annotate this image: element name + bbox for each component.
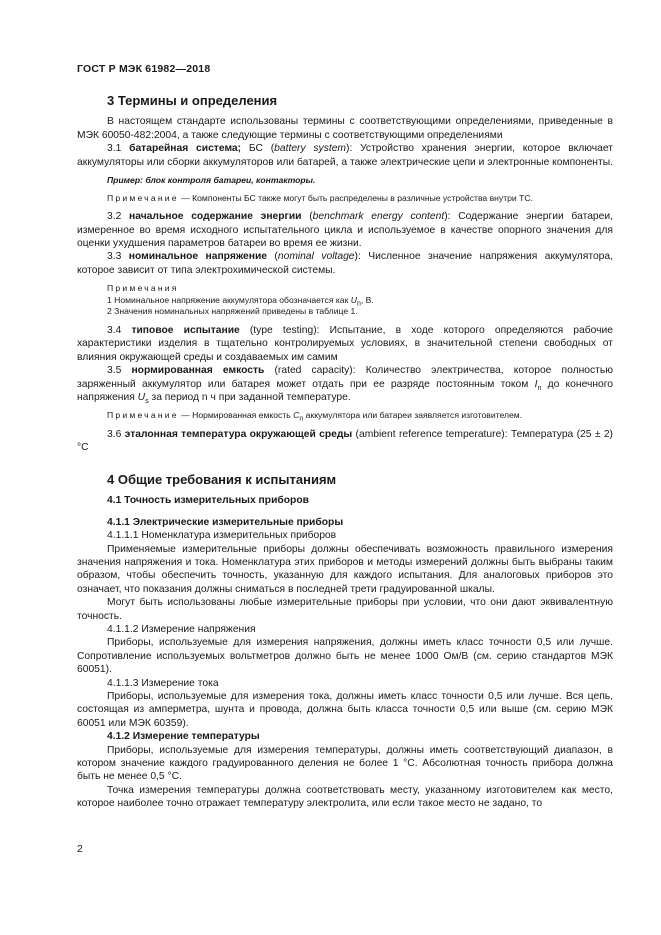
- page-content: [77, 90, 613, 811]
- note-3-1: Примечание — Компоненты БС также могут быть распределены в различные устройства внутри ТС.: [107, 192, 533, 203]
- term-3-5: 3.5 нормированная емкость (rated capacity): Количество электричества, которое полностью заряженный аккумулятор или батарея может отдать при ее разряде постоянным током $I_n$ до конечного напряжения $U_s$ за период n ч при заданной температуре.: [77, 365, 613, 406]
- paragraph-current: Приборы, используемые для измерения тока, должны иметь класс точности 0,5 или лучше. Вся цепь, состоящая из амперметра, шунта и провода, должна быть класса точности 0,5 или выше (см. серию МЭК 60051 или МЭК 60359).: [77, 690, 613, 729]
- term-3-1: 3.1 батарейная система; БС (battery system): Устройство хранения энергии, которое включает аккумуляторы или сборки аккумуляторов или батарей, а также электрические цепи и электронные компоненты.: [77, 143, 613, 168]
- paragraph-equivalent-accuracy: Могут быть использованы любые измерительные приборы при условии, что они дают эквивалентную точность.: [77, 597, 613, 622]
- section-3-intro: В настоящем стандарте использованы термины с соответствующими определениями, приведенные в МЭК 60050-482:2004, а также следующие термины с соответствующими определениями: [77, 116, 613, 141]
- section-4-1-title: 4.1 Точность измерительных приборов: [107, 495, 309, 507]
- note-3-3-2: 2 Значения номинальных напряжений приведены в таблице 1.: [107, 306, 358, 317]
- section-4-1-1-1-title: 4.1.1.1 Номенклатура измерительных приборов: [107, 530, 337, 542]
- section-4-1-1-2-title: 4.1.1.2 Измерение напряжения: [107, 623, 256, 635]
- term-3-4: 3.4 типовое испытание (type testing): Испытание, в ходе которого определяются рабочие характеристики изделия в тщательно контролируемых условиях, в значительной степени свободных от влияния окружающей среды и создаваемых им самим: [77, 325, 613, 363]
- section-4-1-1-title: 4.1.1 Электрические измерительные приборы: [107, 516, 344, 528]
- paragraph-voltage: Приборы, используемые для измерения напряжения, должны иметь класс точности 0,5 или лучше. Сопротивление используемых вольтметров должно быть не менее 1000 Ом/В (см. серию стандартов МЭК 60051).: [77, 637, 613, 676]
- notes-3-3-label: Примечания: [107, 283, 179, 294]
- note-3-5: Примечание — Нормированная емкость $C_n$ аккумулятора или батареи заявляется изготовителем.: [107, 410, 523, 424]
- section-4-title: 4 Общие требования к испытаниям: [107, 471, 337, 487]
- paragraph-instruments: Применяемые измерительные приборы должны обеспечивать возможность правильного измерения значения напряжения и тока. Номенклатура этих приборов и методы измерений должны быть выбраны таким образом, чтобы обеспечить точность, указанную для каждого испытания. Для аналоговых приборов это означает, что показания должны сниматься в последней трети градуированной шкалы.: [77, 543, 613, 595]
- paragraph-temperature: Приборы, используемые для измерения температуры, должны иметь соответствующий диапазон, в котором значение каждого градуированного деления не более 1 °С. Абсолютная точность прибора должна быть не менее 0,5 °С.: [77, 744, 613, 783]
- section-4-1-2-title: 4.1.2 Измерение температуры: [107, 731, 260, 743]
- term-3-3: 3.3 номинальное напряжение (nominal voltage): Численное значение напряжения аккумулятора, которое зависит от типа электрохимической системы.: [77, 251, 613, 276]
- term-3-6: 3.6 эталонная температура окружающей среды (ambient reference temperature): Температура (25 ± 2) °С: [77, 429, 613, 454]
- paragraph-temperature-point: Точка измерения температуры должна соответствовать месту, указанному изготовителем как место, которое наиболее точно отражает температуру электролита, или если такое место не задано, то: [77, 784, 613, 810]
- example-3-1: Пример: блок контроля батареи, контакторы.: [107, 175, 316, 186]
- note-3-3-1: 1 Номинальное напряжение аккумулятора обозначается как $U_n$, В.: [107, 294, 374, 308]
- section-4-1-1-3-title: 4.1.1.3 Измерение тока: [107, 677, 219, 689]
- section-3-title: 3 Термины и определения: [107, 93, 278, 108]
- document-header: ГОСТ Р МЭК 61982—2018: [77, 63, 211, 75]
- page-number: 2: [77, 843, 83, 855]
- term-3-2: 3.2 начальное содержание энергии (benchmark energy content): Содержание энергии батареи, измеренное во время исходного испытательного цикла и используемое в качестве опорного значения для оценки ухудшения параметров батареи во время ее жизни.: [77, 211, 613, 250]
